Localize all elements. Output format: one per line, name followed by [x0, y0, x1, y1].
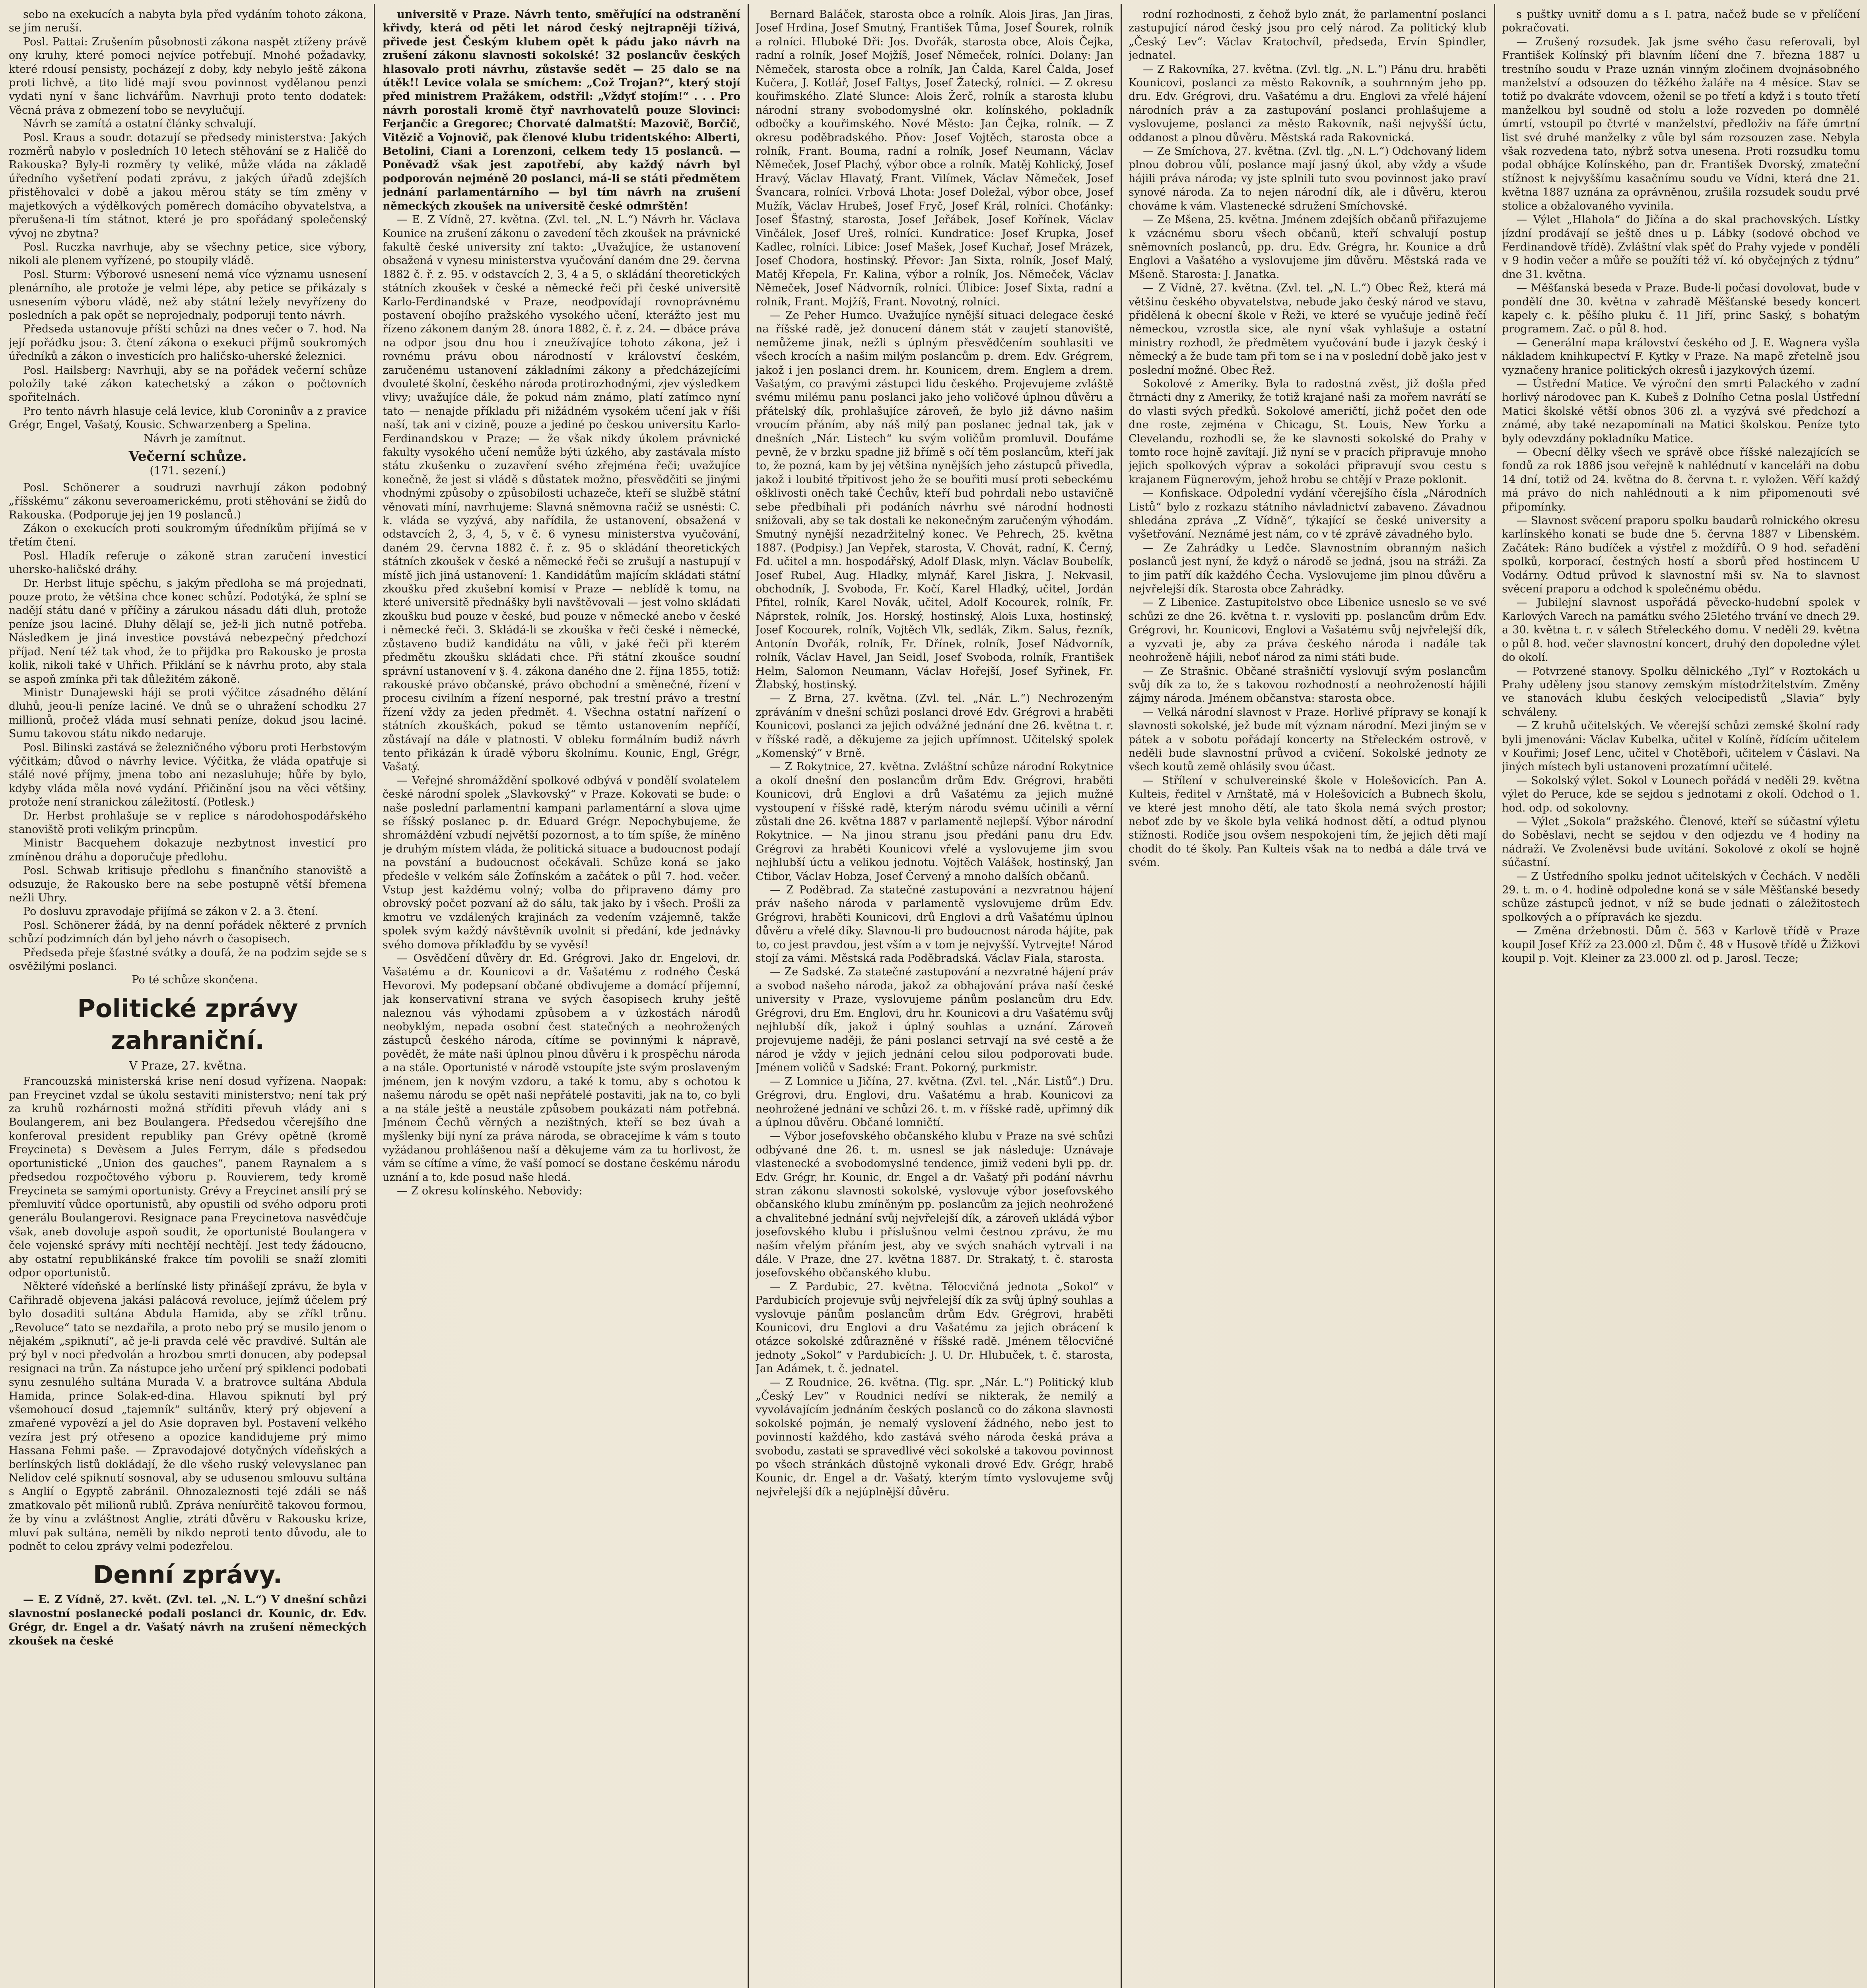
paragraph: — Konfiskace. Odpolední vydání včerejšího čísla „Národních Listů“ bylo z rozkazu státního návladnictví zabaveno. Závadnou shledána zpráva „Z Vídně“, týkající se české university a vyšetřování. Neznámé jest nám, co v té zprávě závadného bylo.	[1129, 487, 1486, 541]
paragraph: — Ze Zahrádky u Ledče. Slavnostním obranným našich poslanců jest nyní, že když o národě se jedná, jsou na stráži. Za to jim patří dík každého Čecha. Vyslovujeme jim plnou důvěru a nejvřelejší dík. Starosta obce Zahrádky.	[1129, 542, 1486, 596]
paragraph: rodní rozhodnosti, z čehož bylo znát, že parlamentní poslanci zastupující národ český jsou pro celý národ. Za politický klub „Český Lev“: Václav Kratochvíl, předseda, Ervín Spindler, jednatel.	[1129, 8, 1486, 62]
paragraph: Návrh je zamítnut.	[144, 432, 246, 445]
paragraph: — Měšťanská beseda v Praze. Bude-li počasí dovolovat, bude v pondělí dne 30. května v zahradě Měšťanské besedy koncert kapely c. k. pěšího pluku č. 11 Jiří, princ Saský, s bohatým programem. Zač. o půl 8. hod.	[1502, 282, 1860, 336]
paragraph: — Obecní dělky všech ve správě obce říšské nalezajících se fondů za rok 1886 jsou veřejně k nahlédnutí v kanceláři na dobu 14 dní, totiž od 24. května do 8. června t. r. vyložen. Věří každý má právo do nich nahlédnouti a k nim připomenouti své připomínky.	[1502, 446, 1860, 513]
paragraph: — Z Lomnice u Jičína, 27. května. (Zvl. tel. „Nár. Listů“.) Dru. Grégrovi, dru. Englovi, dru. Vašatému a hrab. Kounicovi za neohrožené jednání ve schůzi 26. t. m. v říšské radě, upřímný dík a úplnou důvěru. Občané lomničtí.	[756, 1075, 1113, 1129]
paragraph: Posl. Pattai: Zrušením působnosti zákona naspět ztíženy právě ony kruhy, které pomoci nejvíce potřebují. Mnohé požadavky, které rdousí pensisty, pocházejí z doby, kdy nebylo ještě zákona proti lichvě, a tito lidé mají svou povinnost vydělanou penzi vydati nyní v šanc lichvářům. Navrhuji proto tento dodatek: Věcná práva z obmezení tobo se nevylučují.	[9, 35, 367, 116]
paragraph: — Z Rakovníka, 27. května. (Zvl. tlg. „N. L.“) Pánu dru. hraběti Kounicovi, poslanci za město Rakovník, a souhrnným jeho pp. dru. Edv. Grégrovi, dru. Vašatému a dru. Englovi za vřelé hájení národních práv a za zastupování poslanci prohlašujeme a vyslovujeme, poslanci za město Rakovník, naši nejvyšší úctu, oddanost a plnou důvěru. Městská rada Rakovnická.	[1129, 63, 1486, 144]
paragraph: — Sokolský výlet. Sokol v Lounech pořádá v neděli 29. května výlet do Peruce, kde se sejdou s jednotami z okolí. Odchod o 1. hod. odp. od sokolovny.	[1502, 774, 1860, 814]
paragraph: — E. Z Vídně, 27. květ. (Zvl. tel. „N. L.“) V dnešní schůzi slavnostní poslanecké podali poslanci dr. Kounic, dr. Edv. Grégr, dr. Engel a dr. Vašatý návrh na zrušení německých zkoušek na české	[9, 1594, 367, 1647]
paragraph: — Ústřední Matice. Ve výroční den smrti Palackého v zadní horlivý národovec pan K. Kubeš z Dolního Cetna poslal Ústřední Matici školské větší obnos 306 zl. a vyzývá své předchozí a známé, aby také nezapomínali na Matici školskou. Peníze tyto byly odevzdány pokladníku Matice.	[1502, 377, 1860, 445]
paragraph: — Slavnost svěcení praporu spolku baudarů rolnického okresu karlínského konati se bude dne 5. června 1887 v Libenském. Začátek: Ráno budíček a výstřel z moždířů. O 9 hod. seřadění spolků, korporací, čestných hostí a sborů před hostincem U Vodárny. Odtud průvod k slavnostní mši sv. Na to slavnost svěcení praporu a odchod k společnému obědu.	[1502, 514, 1860, 596]
section-subheading: (171. sezení.)	[150, 464, 226, 478]
paragraph: Bernard Baláček, starosta obce a rolník. Alois Jiras, Jan Jiras, Josef Hrdina, Josef Smutný, František Tůma, Josef Šourek, rolník a rolníci. Hluboké Dři: Jos. Dvořák, starosta obce, Alois Čejka, radní a rolník, Josef Mojžíš, Josef Němeček, rolníci. Dolany: Jan Němeček, starosta obce a rolník, Jan Čalda, Karel Čalda, Josef Kučera, J. Kotlář, Josef Faltys, Josef Žatecký, rolníci. — Z okresu kouřimského. Zlaté Slunce: Alois Žerč, rolník a starosta klubu národní strany svobodomyslné okr. kolínského, pokladník odbočky a kouřimského. Nové Město: Jan Čejka, rolník. — Z okresu poděbradského. Pňov: Josef Vojtěch, starosta obce a rolník, Frant. Bouma, radní a rolník, Josef Neumann, Václav Němeček, Josef Plachý, výbor obce a rolník. Matěj Kohlický, Josef Hravý, Václav Hlavatý, Frant. Vilímek, Václav Němeček, Josef Švancara, rolníci. Vrbová Lhota: Josef Doležal, výbor obce, Josef Mužík, Václav Hrubeš, Josef Fryč, Josef Král, rolníci. Choťánky: Josef Šťastný, starosta, Josef Jeřábek, Josef Kořínek, Václav Vinčálek, Josef Ureš, rolníci. Kundratice: Josef Krupka, Josef Kadlec, rolníci. Libice: Josef Mašek, Josef Kuchař, Josef Mrázek, Josef Chodora, hostinský. Převor: Jan Sixta, rolník, Josef Malý, Matěj Křepela, Fr. Kalina, výbor a rolník, Jos. Němeček, Václav Němeček, Josef Nádvorník, rolníci. Úlibice: Josef Sixta, radní a rolník, Frant. Mojžíš, Frant. Novotný, rolníci.	[756, 8, 1113, 308]
paragraph: Předseda přeje šťastné svátky a doufá, že na podzim sejde se s osvěžilými poslanci.	[9, 946, 367, 973]
paragraph: Francouzská ministerská krise není dosud vyřízena. Naopak: pan Freycinet vzdal se úkolu sestaviti ministerstvo; není tak prý za kruhů rozhárnosti možná stříditi převuh vlády ani s Boulangerem, ani bez Boulangera. Předsedou včerejšího dne konferoval president republiky pan Grévy opětně (kromě Freycineta) s Devèsem a Jules Ferrym, dále s předsedou oportunistické „Union des gauches“, panem Raynalem a s předsedou rozpočtového výboru p. Rouvierem, tedy kromě Freycineta se samými oportunisty. Grévy a Freycinet ansilí prý se přemluvití vůdce oportunistů, aby opustili od svého odporu proti generálu Boulangerovi. Resignace pana Freycinetova nasvědčuje však, aneb dovoluje aspoň soudit, že oportunisté Boulangera v čele vojenské správy míti nechtějí nechtějí. Jest tedy žádoucno, aby ostatní republikánské frakce tím povolili se snaží zlomiti odpor oportunistů.	[9, 1075, 367, 1279]
paragraph: — Z kruhů učitelských. Ve včerejší schůzi zemské školní rady byli jmenováni: Václav Kubelka, učitel v Kolíně, řídícím učitelem v Kouřimi; Josef Lenc, učitel v Chotěboři, učitelem v Čáslavi. Na jiných místech byli ustanoveni prozatímní učitelé.	[1502, 720, 1860, 773]
paragraph: Posl. Schwab kritisuje předlohu s finančního stanoviště a odsuzuje, že Rakousko bere na sebe postupně větší břemena nežli Uhry.	[9, 864, 367, 904]
column-4	[1129, 8, 1486, 1988]
paragraph: Dr. Herbst lituje spěchu, s jakým předloha se má projednati, pouze proto, že většina chce konec schůzí. Podotýká, že splní se nadějí státu dané v příčiny a zárukou násadu dáti dluh, protože peníze jsou laciné. Dluhy dělají se, jež-li jich nutně potřeba. Následkem je jiná investice povstává nebezpečný předchozí příjad. Není též tak vhod, že to přijdka pro Rakousko je prosta kolik, nikoli také v Uhřich. Přiklání se k návrhu proto, aby stala se aspoň zmínka při tak důležitém zákoně.	[9, 577, 367, 685]
column-2	[383, 8, 740, 1988]
paragraph: — Z Roudnice, 26. května. (Tlg. spr. „Nár. L.“) Politický klub „Český Lev“ v Roudnici nedíví se nikterak, že nemilý a vyvolávajícím jednáním českých poslanců co do zákona slavnosti sokolské pojmán, je nemalý vyslovení žádného, nebo jest to povinností každého, kdo zastává svého národa česká práva a svobodu, zastati se spravedlivé věci sokolské a takovou povinnost po všech stránkách důstojně vykonali drové Edv. Grégr, hrabě Kounic, dr. Engel a dr. Vašatý, kterým tímto vyslovujeme svůj nejvřelejší dík a nejúplnější důvěru.	[756, 1376, 1113, 1498]
paragraph: — Z Brna, 27. května. (Zvl. tel. „Nár. L.“) Nechrozeným zpráváním v dnešní schůzi poslanci drové Edv. Grégrovi a hraběti Kounicovi, poslanci za jejich odvážné jednání dne 26. května t. r. v říšské radě, a děkujeme za jejich upřímnost. Učitelský spolek „Komenský“ v Brně.	[756, 692, 1113, 759]
paragraph: Posl. Bilinski zastává se železničného výboru proti Herbstovým výčitkám; důvod o návrhy levice. Výčitka, že vláda opatřuje si stálé nové příjmy, jmena tobo ani nezasluhuje; hůře by bylo, kdyby vláda měla nové vydání. Přičinění jsou na věci většiny, protože není stranickou záležitostí. (Potlesk.)	[9, 741, 367, 809]
section-heading-daily-news: Denní zprávy.	[93, 1560, 283, 1590]
paragraph: — Z Ústředního spolku jednot učitelských v Čechách. V neděli 29. t. m. o 4. hodině odpoledne koná se v sále Měšťanské besedy schůze zástupců jednot, v níž se bude jednati o záležitostech spolkových a o přípravách ke sjezdu.	[1502, 870, 1860, 924]
paragraph: Posl. Hailsberg: Navrhuji, aby se na pořádek večerní schůze položily také zákon katechetský a zákon o počtovních spořitelnách.	[9, 364, 367, 404]
paragraph: Posl. Sturm: Výborové usnesení nemá více významu usnesení plenárního, ale protože je velmi lépe, aby petice se přikázaly s usnesením výboru vládě, než aby státní ležely nevyřízeny do posledních a pak opět se neprojednaly, podporuji tento návrh.	[9, 268, 367, 322]
paragraph: — Výlet „Sokola“ pražského. Členové, kteří se súčastní výletu do Soběslavi, necht se sejdou v den odjezdu ve 4 hodiny na nádraží. Ve Zvoleněvsi bude uvítání. Sokolové z okolí se hojně súčastní.	[1502, 815, 1860, 869]
paragraph: — Výbor josefovského občanského klubu v Praze na své schůzi odbývané dne 26. t. m. usnesl se jak následuje: Uznávaje vlastenecké a svobodomyslné tendence, jimiž vedeni byli pp. dr. Edv. Grégr, hr. Kounic, dr. Engel a dr. Vašatý při podání návrhu stran zákonu slavnosti sokolské, vyslovuje výbor josefovského občanského klubu zmíněným pp. poslancům za jejich neohrožené a chvalitebné jednání svůj nejvřelejší dík, a zároveň ukládá výbor josefovského klubu i příslušnou velmi čestnou zprávu, že mu naším vřelým přáním jest, aby ve svých snahách vytrvali i na dále. V Praze, dne 27. května 1887. Dr. Strakatý, t. č. starosta josefovského občanského klubu.	[756, 1130, 1113, 1279]
paragraph: — Z okresu kolínského. Nebovidy:	[397, 1184, 583, 1197]
paragraph: s puštky uvnitř domu a s I. patra, načež bude se v přelíčení pokračovati.	[1502, 8, 1860, 35]
paragraph: Návrh se zamítá a ostatní články schvalují.	[23, 118, 256, 130]
paragraph: sebo na exekucích a nabyta byla před vydáním tohoto zákona, se jím neruší.	[9, 8, 367, 35]
paragraph: — Potvrzené stanovy. Spolku dělnického „Tyl“ v Roztokách u Prahy uděleny jsou stanovy zemským místodržitelstvím. Změny ve stanovách klubu českých velocipedistů „Slavia“ byly schváleny.	[1502, 665, 1860, 718]
section-heading-evening-session: Večerní schůze.	[128, 448, 247, 464]
column-rule	[374, 4, 375, 1988]
paragraph: Předseda ustanovuje příští schůzi na dnes večer o 7. hod. Na její pořádku jsou: 3. čtení zákona o exekuci příjmů soukromých úředníků a zákon o investicích pro haličsko-uherské železnici.	[9, 323, 367, 363]
paragraph: Po té schůze skončena.	[132, 974, 258, 986]
paragraph: Pro tento návrh hlasuje celá levice, klub Coroninův a z pravice Grégr, Engel, Vašatý, Kousic. Schwarzenberg a Spelina.	[9, 405, 367, 431]
paragraph: — Veřejné shromáždění spolkové odbývá v pondělí svolatelem české národní spolek „Slavkovský“ v Praze. Kokovati se bude: o naše poslední parlamentní kampani parlamentární a slova ujme se říšský poslanec p. dr. Eduard Grégr. Nepochybujeme, že shromáždění vzbudí největší pozornost, a to tím spíše, že míněno je druhým místem vláda, že politická situace a budoucnost podají na povstání a budoucnost očekávali. Schůze koná se jako předešle v velkém sále Žofínském a začátek o půl 7. hod. večer. Vstup jest každému volný; volba do připraveno dámy pro obrovský počet pozvaní až do sálu, tak jako by i všech. Prošli za kmotru ve vzdálených krajinách za vedením vzájemně, takže spolek svým každý návštěvník uvolnit si předání, kde jednávky svého domova příklaďdu by se vyvěsí!	[383, 774, 740, 951]
paragraph: universitě v Praze. Návrh tento, směřující na odstranění křivdy, která od pěti let národ český nejtrapněji tíživá, přivede jest Českým klubem opět k pádu jako návrh na zrušení zákonu slavnosti sokolské! 32 poslancův českých hlasovalo proti návrhu, zůstavše sedět — 25 dalo se na útěk!! Levice volala se smíchem: „Což Trojan?“, který stojí před ministrem Pražákem, odstřil: „Vždyť stojím!“ . . . Pro návrh porostali kromě čtyř navrhovatelů pouze Slovinci: Ferjančic a Gregorec; Chorvaté dalmatští: Mazovič, Borčič, Vitězič a Vojnovič, pak členové klubu tridentského: Alberti, Betolini, Ciani a Lorenzoni, celkem tedy 15 poslanců. — Poněvadž však jest zapotřebí, aby každý návrh byl podporován nejméně 20 poslanci, má-li se státi předmětem jednání parlamentárního — byl tím návrh na zrušení německých zkoušek na universitě české odmrštěn!	[383, 8, 740, 212]
paragraph: Posl. Hladík referuje o zákoně stran zaručení investicí uhersko-haličské dráhy.	[9, 549, 367, 576]
paragraph: — Střílení v schulvereinské škole v Holešovicích. Pan A. Kulteis, ředitel v Arnštatě, má v Holešovicích a Bubnech školu, ve které jest mnoho dětí, ale tato škola nemá svých prostor; neboť zde by ve škole byla veliká hodnost dětí, a odtud plynou stížnosti. Rodiče jsou ovšem nespokojeni tím, že jejich děti mají chodit do té školy. Pan Kulteis však na to nedbá a dále trvá ve svém.	[1129, 774, 1486, 869]
paragraph: — Osvědčení důvěry dr. Ed. Grégrovi. Jako dr. Engelovi, dr. Vašatému a dr. Kounicovi a dr. Vašatému z rodného Česká Hevorovi. My podepsaní občané obdivujeme a domácí příjemní, jak konservativní strana ve svých časopisech kruhy ještě naleznou vás výhodami způsobem a v úzkostách národů neobyklým, nepada osobní čest statečných a neohrožených zástupců českého národa, cítíme se povinnými k nápravě, povědět, že máte naši úplnou plnou důvěru i k prospěchu národa a na stále. Oportunisté v národě vstoupíte jste svým proslaveným jménem, jen k novým vzdoru, a také k tomu, aby s ochotou k našemu národu se opět naši nepřátelé postaviti, jak na to, co byli a na stále ještě a neustále způsobem poukázati nám potřebná. Jménem Čechů věrných a nezištných, kteří se bez úvah a myšlenky bijí nyní za práva národa, se obracejíme k vám s touto vyžádanou prohlášenou naší a děkujeme vám za tu horlivost, že vám se cítíme a víme, že vaší pomocí se dostane českému národu uznání a to, kde posud naše hledá.	[383, 952, 740, 1184]
paragraph: Některé vídeňské a berlínské listy přinášejí zprávu, že byla v Cařihradě objevena jakási palácová revoluce, jejímž účelem prý bylo dosaditi sultána Abdula Hamida, aby se zříkl trůnu. „Revoluce“ tato se nezdařila, a proto nebo prý se musilo jenom o nějakém „spiknutí“, ač je-li pravda celé věc pravdivé. Sultán ale prý byl v noci předvolán a hrozbou smrti donucen, aby podepsal resignaci na trůn. Za nástupce jeho určení prý spiklenci podobati synu zesnulého sultána Murada V. a bratrovce sultána Abdula Hamida, prince Solak-ed-dina. Hlavou spiknutí byl prý všemohoucí dosud „tajemník“ sultánův, který prý objevení a zmařené vypovězí a jel do Asie dopraven byl. Postavení velkého vezíra jest prý otřeseno a opozice kandidujeme prý mimo Hassana Fehmi paše. — Zpravodajové dotyčných vídeňských a berlínských listů dokládají, že dle všeho ruský velevyslanec pan Nelidov celé spiknutí sosnoval, aby se udusenou smlouvu sultána s Anglií o Egyptě zabránil. Ohnozaleznosti tejé zdáli se náš zmatkovalo pět milionů rublů. Zpráva neníurčitě takovou formou, že by vínu a zvláštnost Anglie, ztráti důvěru v Rakousku krize, mluví pak sultána, neměli by nikdo neproti tento důvodu, ale to podnět to celou zprávy velmi podezřelou.	[9, 1280, 367, 1553]
paragraph: Zákon o exekucích proti soukromým úředníkům přijímá se v třetím čtení.	[9, 522, 367, 549]
paragraph: — Ze Peher Humco. Uvažujíce nynější situaci delegace české na říšské radě, jež donucení dánem stát v zaujetí stanoviště, nemůžeme jinak, nežli s úplným přesvědčením souhlasiti ve všech krocích a našim milým poslancům p. drem. Edv. Grégrem, jakož i jen poslanci drem. hr. Kounicem, drem. Englem a drem. Vašatým, co pravými zástupci lidu českého. Projevujeme zvláště svému milému panu poslanci jako jeho voličové úplnou důvěru a přátelský dík, prohlašujíce zároveň, že bylo již dávno našim vroucím přáním, aby náš milý pan poslanec jednal tak, jak v dnešních „Nár. Listech“ ku svým voličům promluvil. Doufáme pevně, že v brzku spadne již břímě s očí těm poslancům, kteří jak to, že pozná, kam by jej většina nynějších jeho zástupců přivedla, jakož i loubité třpitivost jeho že se bouřiti musí proti sebeckému ošklivosti oněch také Čechův, kteří bud pohrdali nebo ustavičně sebe předbíhali při podáních návrhu své národní hodnosti snižovali, aby se tak dostali ke nekonečným zaručeným výhodám. Smutný nynější nezadržitelný konec. Ve Pehrech, 25. května 1887. (Podpisy.) Jan Vepřek, starosta, V. Chovát, radní, K. Černý, Fd. učitel a mn. hospodářský, Adolf Dlask, mlyn. Václav Boubelík, Josef Rubel, Aug. Hladky, mlynář, Karel Jiskra, J. Nekvasil, obchodník, J. Svoboda, Fr. Kočí, Karel Hladký, učitel, Jordán Pfitel, rolník, Karel Novák, učitel, Adolf Kocourek, rolník, Fr. Náprstek, rolník, Jos. Horský, hostinský, Alois Luxa, hostinský, Josef Kocourek, rolník, Vojtěch Vlk, sedlák, Zikm. Salus, řezník, Antonín Dvořák, rolník, Fr. Dřínek, rolník, Josef Nádvorník, rolník, Václav Havel, Jan Seidl, Josef Svoboda, rolník, František Helm, Salomon Neumann, Václav Hořejší, Josef Syřinek, Fr. Žlabský, hostinský.	[756, 309, 1113, 691]
paragraph: — Z Vídně, 27. května. (Zvl. tel. „N. L.“) Obec Řež, která má většinu českého obyvatelstva, nebude jako český národ ve stavu, přidělená k obecní škole v Řeži, ve které se vyučuje jedině řečí německou, vzrostla sice, ale nyní však vyhlašuje a ostatní ministry rozhodl, že předmětem vyučování bude i jazyk český i německý a že bude tam při tom se i na v poslední době jako jest v poslední možné. Obec Řež.	[1129, 282, 1486, 377]
column-3	[756, 8, 1113, 1988]
paragraph: Posl. Schönerer a soudruzi navrhují zákon podobný „říšskému“ zákonu severoamerickému, proti stěhování se židů do Rakouska. (Podporuje jej jen 19 poslanců.)	[9, 481, 367, 521]
paragraph: — Z Rokytnice, 27. května. Zvláštní schůze národní Rokytnice a okolí dnešní den poslancům drům Edv. Grégrovi, hraběti Kounicovi, drů Englovi a drů Vašatému za jejich mužné vystoupení v říšské radě, kterým národu svému učinili a věrní zůstali dne 26. května 1887 v parlamentě nejlepší. Výbor národní Rokytnice. — Na jinou stranu jsou předáni panu dru Edv. Grégrovi za hraběti Kounicovi vřelé a vyslovujeme jim svou nejhlubší úctu a velikou jednotu. Vojtěch Valášek, hostinský, Jan Ctibor, Václav Hobza, Josef Červený a mnoho dalších občanů.	[756, 761, 1113, 883]
paragraph: Dr. Herbst prohlašuje se v replice s národohospodářského stanoviště proti velikým princpům.	[9, 810, 367, 836]
paragraph: Posl. Ruczka navrhuje, aby se všechny petice, sice výbory, nikoli ale plenem vyřízené, po stoupily vládě.	[9, 241, 367, 267]
paragraph: — Z Libenice. Zastupitelstvo obce Libenice usneslo se ve své schůzi ze dne 26. května t. r. vysloviti pp. poslancům drům Edv. Grégrovi, hr. Kounicovi, Englovi a Vašatému svůj nejvřelejší dík, a vyzvati je, aby za práva českého národa i nadále tak neohroženě hájili, neboť národ za nimi státi bude.	[1129, 596, 1486, 664]
paragraph: Posl. Schönerer žádá, by na denní pořádek některé z prvních schůzí podzimních dán byl jeho návrh o časopisech.	[9, 919, 367, 945]
paragraph: — Zrušený rozsudek. Jak jsme svého času referovali, byl František Kolínský při blavním líčení dne 7. března 1887 u trestního soudu v Praze uznán vinným zločinem dvojnásobného manželství a odsouzen do těžkého žaláře na 4 měsíce. Stav se totiž po dvakráte vdovcem, oženil se po třetí a když i s touto třetí manželkou byl soudně od stolu a lože rozveden po domnělé úmrtí, vstoupil po čtvrté v manželství, předloživ na fáře úmrtní list své druhé manželky z vůle byl sám rozsouzen zase. Nebyla však rozvedena tato, nýbrž sotva unesena. Proti rozsudku tomu podal obhájce Kolínského, pan dr. František Dvorský, zmateční stížnost k nejvyššímu kasačnímu soudu ve Vídni, která dne 21. května 1887 uznána za oprávněnou, zrušila rozsudek soudu prvé stolice a obžalovaného vyvinila.	[1502, 35, 1860, 212]
paragraph: — Ze Smíchova, 27. května. (Zvl. tlg. „N. L.“) Odchovaný lidem plnou dobrou vůlí, poslance mají jasný úkol, aby vždy a všude hájili práva národa; vy jste splnili tuto svou povinnost jako praví synové národa. Za to nejen národní dík, ale i důvěru, kterou chováme k vám. Vlastenecké sdružení Smíchovské.	[1129, 145, 1486, 212]
column-rule	[1121, 4, 1122, 1988]
column-5	[1502, 8, 1860, 1988]
paragraph: — Z Pardubic, 27. května. Tělocvičná jednota „Sokol“ v Pardubicích projevuje svůj nejvřelejší dík za svůj úplný souhlas a vyslovuje pánům poslancům drům Edv. Grégrovi, hraběti Kounicovi, dru Englovi a dru Vašatému za jejich obrácení k otázce sokolské zdůrazněné v říšské radě. Jménem tělocvičné jednoty „Sokol“ v Pardubicích: J. U. Dr. Hlubuček, t. č. starosta, Jan Adámek, t. č. jednatel.	[756, 1280, 1113, 1375]
paragraph: — Velká národní slavnost v Praze. Horlivé přípravy se konají k slavnosti sokolské, jež bude mít význam národní. Mezi jiným se v pátek a v sobotu pořádají koncerty na Střeleckém ostrově, v neděli bude slavnostní průvod a cvičení. Sokolské jednoty ze všech koutů země ohlásily svou účast.	[1129, 706, 1486, 773]
column-1	[9, 8, 367, 1988]
paragraph: — Generální mapa království českého od J. E. Wagnera vyšla nákladem knihkupectví F. Kytky v Praze. Na mapě zřetelně jsou vyznačeny hranice politických okresů i jazykových území.	[1502, 336, 1860, 377]
paragraph: — E. Z Vídně, 27. května. (Zvl. tel. „N. L.“) Návrh hr. Václava Kounice na zrušení zákonu o zavedení těch zkoušek na právnické fakultě české university zní takto: „Uvažujíce, že ustanovení obsažená v vynesu ministerstva vyučování daném dne 29. června 1882 č. ř. z. 95. v odstavcích 2, 3, 4 a 5, o skládání theoretických státních zkoušek v české a německé řeči při české universitě Karlo-Ferdinandské v Praze, neodpovídají rovnoprávnému postavení obojího pražského vysokého učení, kterážto jest mu řízeno zákonem daným 28. února 1882, č. ř. z. 24. — dbáce práva na odpor jsou dnu hou i zneužívajíce tohoto zákona, jež i rovnému právu obou národností v království českém, zaručenému ustanovení základními zákony a předcházejícími dvouleté školní, českého národa protirozhodnými, zjev výsledkem vlivy; uvažujíce dále, že pokud nám známo, platí zatímco nyní tato — nenajde příkladu při nižádném vysokém učení jak v říši naší, tak ani v cizině, pouze a jediné po českou universitu Karlo-Ferdinandskou v Praze; — že však nikdy úkolem právnické fakulty vysokého učení nemůže býti úzkého, aby zastávala místo státu zkušenku o zuzavření svého zřejména řeči; uvažujíce konečně, že jest si vládě s důstatek možno, přesvědčiti se jinými vhodnými způsoby o způsobilosti uchazeče, kteří se službě státní věnovati míní, navrhujeme: Slavná sněmovna račiž se usnésti: C. k. vláda se vyzývá, aby nařídila, že ustanovení, obsažená v odstavcích 2, 3, 4, 5, v č. 6 vynesu ministerstva vyučování, daném 29. června 1882 č. ř. z. 95 o skládání theoretických státních zkoušek v české a německé řeči se zrušují a nastupují v místě jich jiná ustanovení: 1. Kandidátům majícím skládati státní zkoušku před zkušební komisí v Praze — neblídě k tomu, na které universitě přednášky byli navštěvovali — jest volno skládati zkoušku bud pouze v české, bud pouze v německé anebo v české i německé řeči. 3. Skládá-li se zkouška v řeči české i německé, zůstaveno budiž kandidátu na vůli, v jaké řeči při kterém předmětu zkoušku skládati chce. Při státní zkoušce soudní správní ustanovení v §. 4. zákona daného dne 2. října 1855, totiž: rakouské právo občanské, právo obchodní a směnečné, řízení v procesu civilním a řízení nesporné, pak trestní právo a trestní řízení vždy za jeden předmět. 4. Všechna ostatní nařízení o státních zkouškách, pokud se těmto ustanovením nepříčí, zůstávají na dále v platnosti. V obleku formálním budiž návrh tento přikázán k úradě výboru školnímu. Kounic, Engl, Grégr, Vašatý.	[383, 214, 740, 773]
paragraph: Po dosluvu zpravodaje přijímá se zákon v 2. a 3. čtení.	[23, 905, 319, 918]
paragraph: — Změna držebnosti. Dům č. 563 v Karlově třídě v Praze koupil Josef Kříž za 23.000 zl. Dům č. 48 v Husově třídě u Žižkovi koupil p. Vojt. Kleiner za 23.000 zl. od p. Jarosl. Tecze;	[1502, 925, 1860, 965]
paragraph: — Ze Sadské. Za statečné zastupování a nezvratné hájení práv a svobod našeho národa, jakož za obhajování práva naší české university v Praze, vyslovujeme pánům poslancům dru Edv. Grégrovi, dru Em. Englovi, dru hr. Kounicovi a dru Vašatému svůj nejhlubší dík, jakož i úplný souhlas a uznání. Zároveň projevujeme naději, že páni poslanci setrvají na své cestě a že národ je vždy v jejich jednání celou silou podporovati bude. Jménem voličů v Sadské: Frant. Pokorný, purkmistr.	[756, 966, 1113, 1074]
column-rule	[1494, 4, 1495, 1988]
paragraph: Sokolové z Ameriky. Byla to radostná zvěst, již došla před čtrnácti dny z Ameriky, že totiž krajané naši za mořem navrátí se do vlasti svých předků. Sokolové američtí, jichž počet den ode dne roste, zejména v Chicagu, St. Louis, New Yorku a Clevelandu, rozhodli se, že ke slavnosti sokolské do Prahy v tomto roce hojně zavítají. Již nyní se v pracích připravuje mnoho jejich spolkových výprav a sokoláci připravují svou cestu s krajanem Fügnerovým, jehož hrobu se chtějí v Praze poklonit.	[1129, 377, 1486, 486]
paragraph: — Z Poděbrad. Za statečné zastupování a nezvratnou hájení práv našeho národa v parlamentě vyslovujeme drům Edv. Grégrovi, hraběti Kounicovi, drů Englovi a drů Vašatému úplnou důvěru a vřelé díky. Slavnou-li pro budoucnost národa hájíte, pak to, co jest pravdou, jest vším a v tom je nejvyšší. Vytrvejte! Národ stojí za vámi. Městská rada Poděbradská. Václav Fiala, starosta.	[756, 884, 1113, 965]
paragraph: — Ze Strašnic. Občané strašničtí vyslovují svým poslancům svůj dík za to, že s takovou rozhodností a neohrožeností hájili zájmy národa. Jménem občanstva: starosta obce.	[1129, 665, 1486, 705]
paragraph: — Jubilejní slavnost uspořádá pěvecko-hudební spolek v Karlových Varech na památku svého 25letého trvání ve dnech 29. a 30. května t. r. v sálech Střeleckého domu. V neděli 29. května o půl 8. hod. večer slavnostní koncert, druhý den dopoledne výlet do okolí.	[1502, 596, 1860, 664]
paragraph: Posl. Kraus a soudr. dotazují se předsedy ministerstva: Jakých rozměrů nabylo v posledních 10 letech stěhování se z Haličě do Rakouska? Byly-li rozměry ty veliké, může vláda na základě úředního vyšetření podati zprávu, z jakých úřadů zdejších přistěhovalci v době a jakou měrou státy se tím změny v majetkových a výdělkových poměrech domácího obyvatelstva, a přerušena-li tím státnot, které je pro spořádaný společenský vývoj ne zbytna?	[9, 131, 367, 240]
paragraph: — Výlet „Hlahola“ do Jičína a do skal prachovských. Lístky jízdní prodávají se ještě dnes u p. Lábky (sodové obchod ve Ferdinandově třídě). Zvláštní vlak spěť do Prahy vyjede v pondělí v 9 hodin večer a můře se použíti též ví. kó obyčejných z týdnu” dne 31. května.	[1502, 214, 1860, 281]
paragraph: Ministr Bacquehem dokazuje nezbytnost investicí pro zmíněnou dráhu a doporučuje předlohu.	[9, 837, 367, 863]
paragraph: Ministr Dunajewski háji se proti výčitce zásadného dělání dluhů, jeou-li peníze laciné. Ve dnů se o uhražení schodku 27 millionů, pročež vláda musí sehnati peníze, dokud jsou laciné. Sumu takovou státu nikdo nedaruje.	[9, 686, 367, 740]
dateline: V Praze, 27. května.	[129, 1058, 247, 1072]
paragraph: — Ze Mšena, 25. května. Jménem zdejších občanů přiřazujeme k vzácnému sboru všech občanů, kteří schvalují postup sněmovních poslanců, pp. dru. Edv. Grégra, hr. Kounice a drů Englovi a Vašatého a vyslovujeme jim důvěru. Městská rada ve Mšeně. Starosta: J. Janatka.	[1129, 214, 1486, 281]
section-heading-foreign-news: Politické zprávy zahraniční.	[77, 994, 298, 1055]
column-rule	[748, 4, 749, 1988]
